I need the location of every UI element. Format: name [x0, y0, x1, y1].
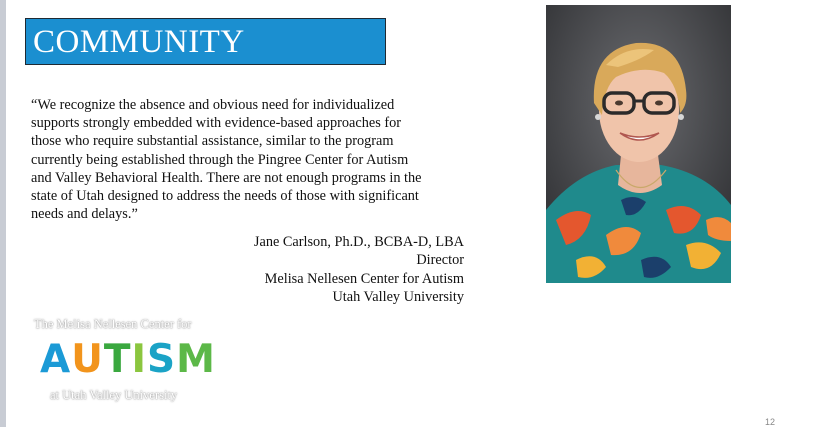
portrait-illustration	[546, 5, 731, 283]
attribution-name: Jane Carlson, Ph.D., BCBA-D, LBA	[253, 234, 464, 250]
slide-left-rule	[0, 0, 6, 427]
attribution-role: Director	[416, 252, 464, 269]
attribution-block	[254, 233, 464, 307]
slide-title: COMMUNITY	[25, 18, 386, 65]
logo-letter: M	[176, 337, 216, 382]
quote-text: “We recognize the absence and obvious need for individualized supports strongly embedded with evidence-based approaches for those who require substantial assistance, similar to the program currently being established through the Pingree Center for Autism and Valley Behavioral Health. There are not enough programs in the state of Utah designed to address the needs of those with significant needs and delays.”	[31, 97, 422, 223]
logo-letter: A	[40, 337, 72, 382]
logo-top-line: The Melisa Nellesen Center for	[34, 317, 192, 331]
logo-letter: S	[146, 337, 177, 382]
logo-letter: I	[131, 337, 147, 382]
logo-letter: U	[71, 337, 104, 382]
page-number: 12	[765, 417, 776, 427]
portrait-photo	[546, 5, 731, 283]
autism-center-logo	[28, 315, 238, 410]
logo-bottom-line: at Utah Valley University	[50, 388, 178, 402]
logo-wordmark	[40, 335, 216, 385]
attribution-organization: Melisa Nellesen Center for Autism	[264, 270, 464, 287]
logo-letter: T	[103, 337, 132, 382]
attribution-institution: Utah Valley University	[332, 289, 464, 306]
